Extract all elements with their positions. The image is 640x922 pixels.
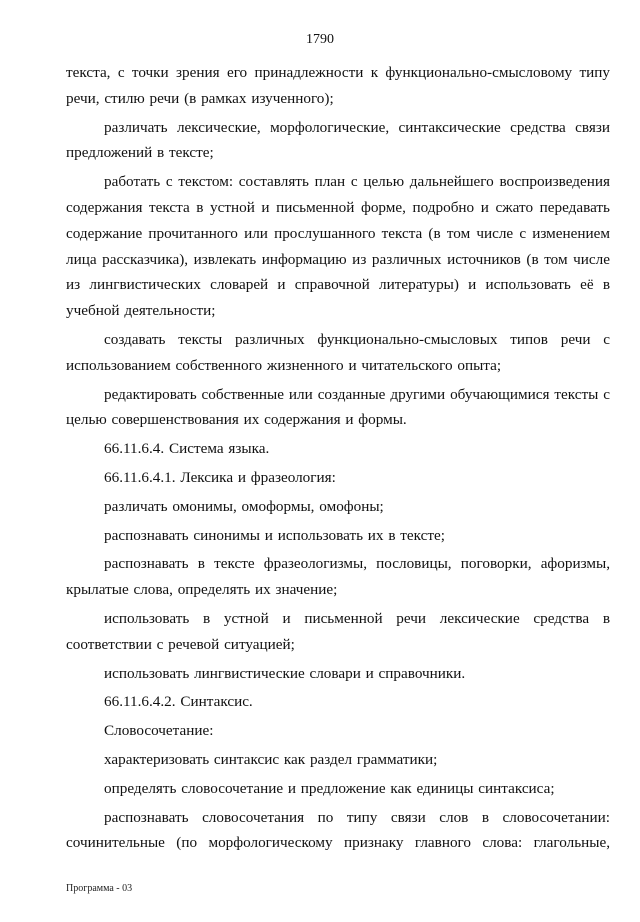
subsection-heading: 66.11.6.4.1. Лексика и фразеология: — [104, 468, 336, 486]
paragraph: создавать тексты различных функционально-смысловых типов речи с использованием собственного жизненного и читательского опыта; — [66, 330, 610, 374]
page-number: 1790 — [306, 32, 334, 47]
paragraph: использовать лингвистические словари и справочники. — [104, 664, 466, 682]
footer-label: Программа - 03 — [66, 883, 133, 894]
paragraph: распознавать в тексте фразеологизмы, пословицы, поговорки, афоризмы, крылатые слова, определять их значение; — [66, 555, 610, 599]
paragraph: определять словосочетание и предложение как единицы синтаксиса; — [104, 779, 555, 797]
paragraph: работать с текстом: составлять план с целью дальнейшего воспроизведения содержания текста в устной и письменной форме, подробно и сжато передавать содержание прочитанного или прослушанного текста (в том числе с изменением лица рассказчика), извлекать информацию из различных источников (в том числе из лингвистических словарей и справочной литературы) и использовать её в учебной деятельности; — [66, 173, 610, 320]
paragraph: использовать в устной и письменной речи лексические средства в соответствии с речевой ситуацией; — [66, 609, 610, 653]
paragraph: характеризовать синтаксис как раздел грамматики; — [104, 750, 438, 768]
section-heading: 66.11.6.4. Система языка. — [104, 440, 270, 458]
paragraph: распознавать словосочетания по типу связи слов в словосочетании: сочинительные (по морфологическому признаку главного слова: глагольные, — [66, 808, 610, 852]
paragraph: различать лексические, морфологические, синтаксические средства связи предложений в тексте; — [66, 118, 610, 162]
subsection-heading: 66.11.6.4.2. Синтаксис. — [104, 693, 253, 711]
paragraph: Словосочетание: — [104, 722, 214, 740]
document-body — [66, 60, 610, 859]
paragraph: редактировать собственные или созданные другими обучающимися тексты с целью совершенствования их содержания и формы. — [66, 385, 610, 429]
paragraph: различать омонимы, омоформы, омофоны; — [104, 497, 384, 515]
paragraph: текста, с точки зрения его принадлежности к функционально-смысловому типу речи, стилю речи (в рамках изученного); — [66, 64, 610, 107]
paragraph: распознавать синонимы и использовать их в тексте; — [104, 526, 446, 544]
